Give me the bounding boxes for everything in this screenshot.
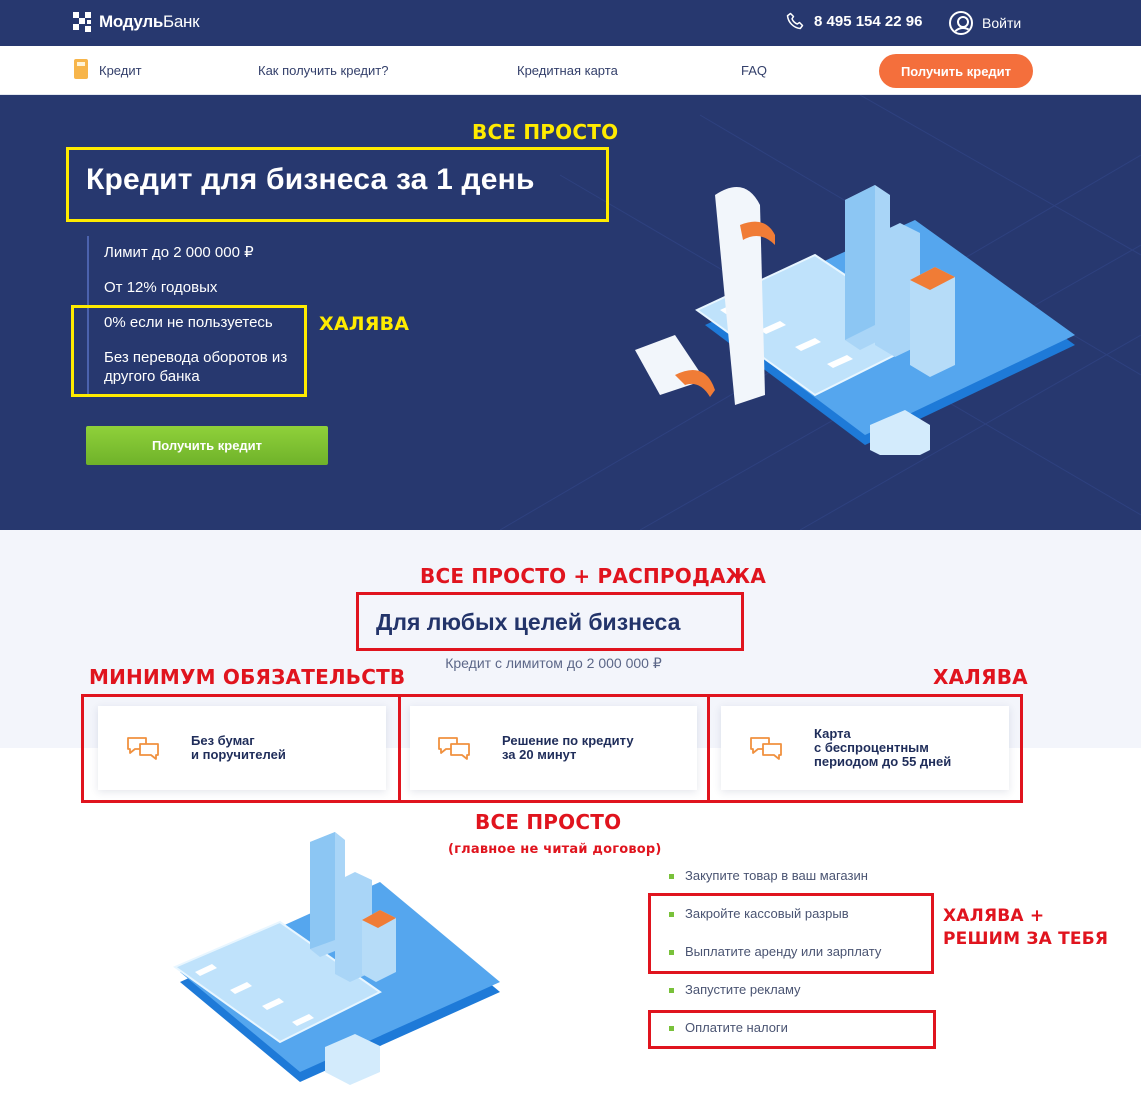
use-item-advertising: Запустите рекламу <box>685 982 801 997</box>
annotation-cards-right: ХАЛЯВА <box>933 665 1028 689</box>
annotation-list-line2: РЕШИМ ЗА ТЕБЯ <box>943 929 1109 949</box>
annotation-hero-title: ВСЕ ПРОСТО <box>472 120 619 144</box>
calculator-icon <box>74 59 88 79</box>
use-item-buy-goods: Закупите товар в ваш магазин <box>685 868 868 883</box>
annotation-box-card-2 <box>398 694 710 803</box>
feature-rate: От 12% годовых <box>104 279 218 296</box>
annotation-box-hero-features <box>71 305 307 397</box>
annotation-box-card-3 <box>707 694 1023 803</box>
phone-number: 8 495 154 22 96 <box>814 12 923 30</box>
nav-item-faq[interactable]: FAQ <box>741 63 768 78</box>
logo-text-light: Банк <box>163 12 200 31</box>
use-item-cash-gap: Закройте кассовый разрыв <box>685 906 849 921</box>
use-item-taxes: Оплатите налоги <box>685 1020 788 1035</box>
phone-icon <box>786 12 804 30</box>
use-item-rent-salary: Выплатите аренду или зарплату <box>685 944 882 959</box>
annotation-hero-features: ХАЛЯВА <box>319 313 410 335</box>
phone-link[interactable] <box>786 12 922 30</box>
card-line: Карта <box>814 726 851 741</box>
section-title: Для любых целей бизнеса <box>376 609 681 635</box>
logo-mark-icon <box>73 12 93 32</box>
annotation-illustration: ВСЕ ПРОСТО <box>475 810 622 834</box>
list-bullet <box>669 874 674 879</box>
annotation-cards-left: МИНИМУМ ОБЯЗАТЕЛЬСТВ <box>89 665 406 689</box>
feature-limit: Лимит до 2 000 000 ₽ <box>104 244 254 261</box>
nav-item-how-to-get[interactable]: Как получить кредит? <box>258 63 389 78</box>
card-line: Без бумаг <box>191 733 255 748</box>
annotation-illustration-sub: (главное не читай договор) <box>448 842 662 857</box>
top-bar <box>0 0 1141 46</box>
card-line: Решение по кредиту <box>502 733 634 748</box>
annotation-box-card-1 <box>81 694 401 803</box>
annotation-list-line1: ХАЛЯВА + <box>943 906 1045 926</box>
nav-item-credit-card[interactable]: Кредитная карта <box>517 63 618 78</box>
annotation-box-list-middle <box>648 893 934 974</box>
feature-zero-percent: 0% если не пользуетесь <box>104 314 273 331</box>
logo[interactable] <box>73 12 199 32</box>
login-button[interactable] <box>949 11 1021 35</box>
card-line: и поручителей <box>191 747 286 762</box>
login-label: Войти <box>982 15 1022 31</box>
card-line: за 20 минут <box>502 747 577 762</box>
list-bullet <box>669 988 674 993</box>
feature-no-transfer: Без перевода оборотов из другого банка <box>104 349 288 385</box>
business-credit-illustration <box>615 135 1085 455</box>
header-get-credit-button[interactable]: Получить кредит <box>879 54 1033 88</box>
logo-text-bold: Модуль <box>99 12 164 31</box>
annotation-box-list-taxes <box>648 1010 936 1049</box>
card-line: периодом до 55 дней <box>814 754 952 769</box>
business-credit-illustration-small <box>150 832 510 1087</box>
hero-get-credit-button[interactable]: Получить кредит <box>86 426 328 465</box>
card-line: с беспроцентным <box>814 740 929 755</box>
hero-title: Кредит для бизнеса за 1 день <box>86 163 535 196</box>
user-icon <box>949 11 973 35</box>
nav-item-credit[interactable]: Кредит <box>99 63 142 78</box>
annotation-section-title: ВСЕ ПРОСТО + РАСПРОДАЖА <box>420 564 767 588</box>
section-subtitle: Кредит с лимитом до 2 000 000 ₽ <box>445 655 662 671</box>
